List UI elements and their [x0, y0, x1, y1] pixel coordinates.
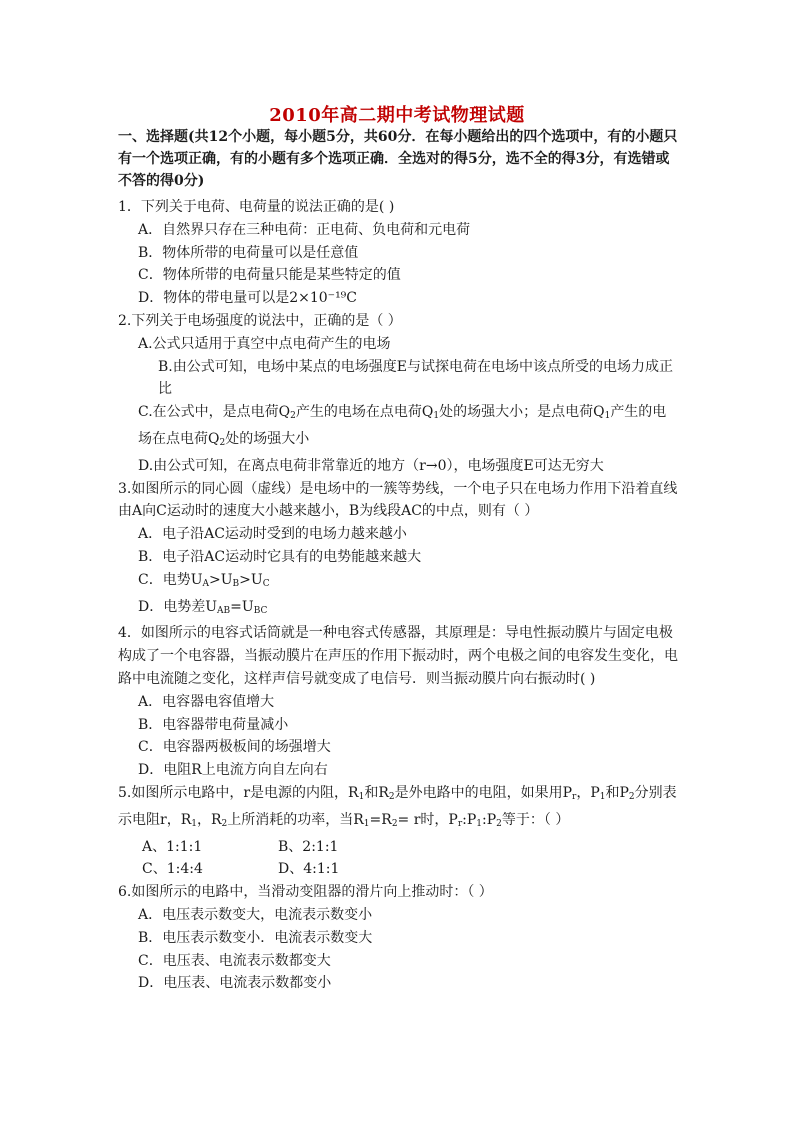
q5-sub-11: 1	[476, 818, 483, 829]
q5-text-7: ，R	[196, 811, 222, 828]
question-1	[118, 196, 678, 310]
q5-sub-8: 1	[363, 818, 370, 829]
q5-sub-4: 1	[599, 791, 606, 802]
question-1-option-b: B．物体所带的电荷量可以是任意值	[138, 244, 359, 261]
q5-text-4: ，P	[576, 784, 600, 801]
question-2-option-b: B.由公式可知，电场中某点的电场强度E与试探电荷在电场中该点所受的电场力成正比	[158, 358, 673, 398]
question-1-option-c: C．物体所带的电荷量只能是某些特定的值	[138, 267, 401, 284]
question-5-option-d: D、4:1:1	[278, 861, 340, 878]
exam-title: 2010年高二期中考试物理试题	[269, 105, 525, 126]
question-3	[118, 478, 678, 623]
q2c-text-4: 产生的电场在点电荷Q	[138, 404, 667, 447]
q3d-sub-1: AB	[217, 605, 231, 616]
q3c-text-2: >U	[209, 571, 233, 588]
question-6-option-a: A．电压表示数变大，电流表示数变小	[138, 906, 373, 923]
question-5-option-a: A、1:1:1	[142, 838, 203, 855]
question-6-stem: 6.如图所示的电路中，当滑动变阻器的滑片向上推动时：（ ）	[118, 884, 493, 901]
question-2-option-d: D.由公式可知，在离点电荷非常靠近的地方（r→0），电场强度E可达无穷大	[138, 457, 604, 474]
q5-text-1: 5.如图所示电路中，r是电源的内阻，R	[118, 784, 359, 801]
question-1-stem: 1．下列关于电荷、电荷量的说法正确的是( )	[118, 199, 395, 215]
q5-sub-5: 2	[628, 791, 635, 802]
q5-text-11: :P	[462, 811, 477, 828]
q5-sub-10: r	[457, 818, 463, 829]
question-4-option-a: A．电容器电容值增大	[138, 693, 275, 710]
q2c-text-3: 处的场强大小；是点电荷Q	[439, 404, 605, 421]
question-4-option-c: C．电容器两极板间的场强增大	[138, 739, 331, 756]
q5-text-3: 是外电路中的电阻，如果用P	[394, 784, 573, 801]
q5-sub-2: 2	[388, 791, 395, 802]
question-5	[118, 782, 678, 881]
question-2-stem: 2.下列关于电场强度的说法中，正确的是（ ）	[118, 312, 402, 329]
question-4-stem: 4．如图所示的电容式话筒就是一种电容式传感器，其原理是：导电性振动膜片与固定电极构成了一个电容器，当振动膜片在声压的作用下振动时，两个电极之间的电容发生变化，电路中电流随之变化，这样声信号就变成了电信号．则当振动膜片向右振动时( )	[118, 625, 678, 687]
q5-sub-7: 2	[221, 818, 228, 829]
q5-sub-6: 1	[191, 818, 197, 829]
questions	[118, 196, 678, 995]
question-3-option-a: A．电子沿AC运动时受到的电场力越来越小	[138, 526, 407, 543]
question-2-option-c	[138, 401, 678, 455]
q5-text-9: =R	[369, 811, 392, 828]
q5-sub-3: r	[572, 791, 577, 802]
q2c-sub-3: 1	[604, 411, 611, 422]
q3c-sub-1: A	[202, 578, 210, 589]
q3d-text-2: =U	[230, 598, 254, 615]
question-3-stem: 3.如图所示的同心圆（虚线）是电场中的一簇等势线，一个电子只在电场力作用下沿着直线由A向C运动时的速度大小越来越小，B为线段AC的中点，则有（ ）	[118, 480, 678, 520]
q5-text-8: 上所消耗的功率，当R	[227, 811, 364, 828]
q2c-text-1: C.在公式中，是点电荷Q	[138, 404, 291, 421]
q5-sub-12: 2	[496, 818, 502, 829]
q5-text-6: 分别表示电阻r，R	[118, 784, 677, 828]
question-5-options-row-2	[142, 858, 678, 881]
question-5-stem	[118, 782, 678, 836]
question-1-option-d: D．物体的带电量可以是2×10⁻¹⁹C	[138, 290, 358, 307]
q2c-text-2: 产生的电场在点电荷Q	[295, 404, 434, 421]
q5-sub-1: 1	[358, 791, 365, 802]
question-5-options-row-1	[142, 836, 678, 859]
question-4-option-b: B．电容器带电荷量减小	[138, 716, 289, 733]
question-2	[118, 310, 678, 478]
question-6-option-d: D．电压表、电流表示数都变小	[138, 975, 332, 992]
question-5-option-c: C、1:4:4	[142, 861, 203, 878]
question-4	[118, 622, 678, 782]
q2c-sub-4: 2	[219, 437, 226, 448]
q5-text-13: 等于：（ ）	[501, 811, 570, 828]
q2c-text-5: 处的场强大小	[225, 430, 310, 447]
question-2-option-a: A.公式只适用于真空中点电荷产生的电场	[138, 335, 391, 352]
question-3-option-b: B．电子沿AC运动时它具有的电势能越来越大	[138, 548, 422, 565]
q5-sub-9: 2	[391, 818, 398, 829]
question-6	[118, 881, 678, 995]
q5-text-2: 和R	[364, 784, 389, 801]
question-6-option-c: C．电压表、电流表示数都变大	[138, 952, 331, 969]
q5-text-5: 和P	[605, 784, 629, 801]
q3d-sub-2: BC	[253, 605, 268, 616]
q5-text-10: = r时，P	[397, 811, 458, 828]
q2c-sub-1: 2	[290, 411, 296, 422]
q3c-text-1: C．电势U	[138, 571, 203, 588]
question-3-option-c	[138, 569, 678, 596]
q3c-text-3: >U	[239, 571, 263, 588]
section-heading: 一、选择题(共12个小题，每小题5分，共60分．在每小题给出的四个选项中，有的小题只有一个选项正确，有的小题有多个选项正确．全选对的得5分，选不全的得3分，有选错或不答的得0分)	[118, 129, 678, 189]
question-1-option-a: A．自然界只存在三种电荷：正电荷、负电荷和元电荷	[138, 221, 471, 238]
question-3-option-d	[138, 596, 678, 623]
q5-text-12: :P	[482, 811, 497, 828]
question-6-option-b: B．电压表示数变小．电流表示数变大	[138, 929, 373, 946]
q3c-sub-2: B	[232, 578, 240, 589]
q3d-text-1: D．电势差U	[138, 598, 218, 615]
q2c-sub-2: 1	[433, 411, 440, 422]
question-5-option-b: B、2:1:1	[278, 838, 339, 855]
question-4-option-d: D．电阻R上电流方向自左向右	[138, 762, 328, 779]
q3c-sub-3: C	[262, 578, 270, 589]
